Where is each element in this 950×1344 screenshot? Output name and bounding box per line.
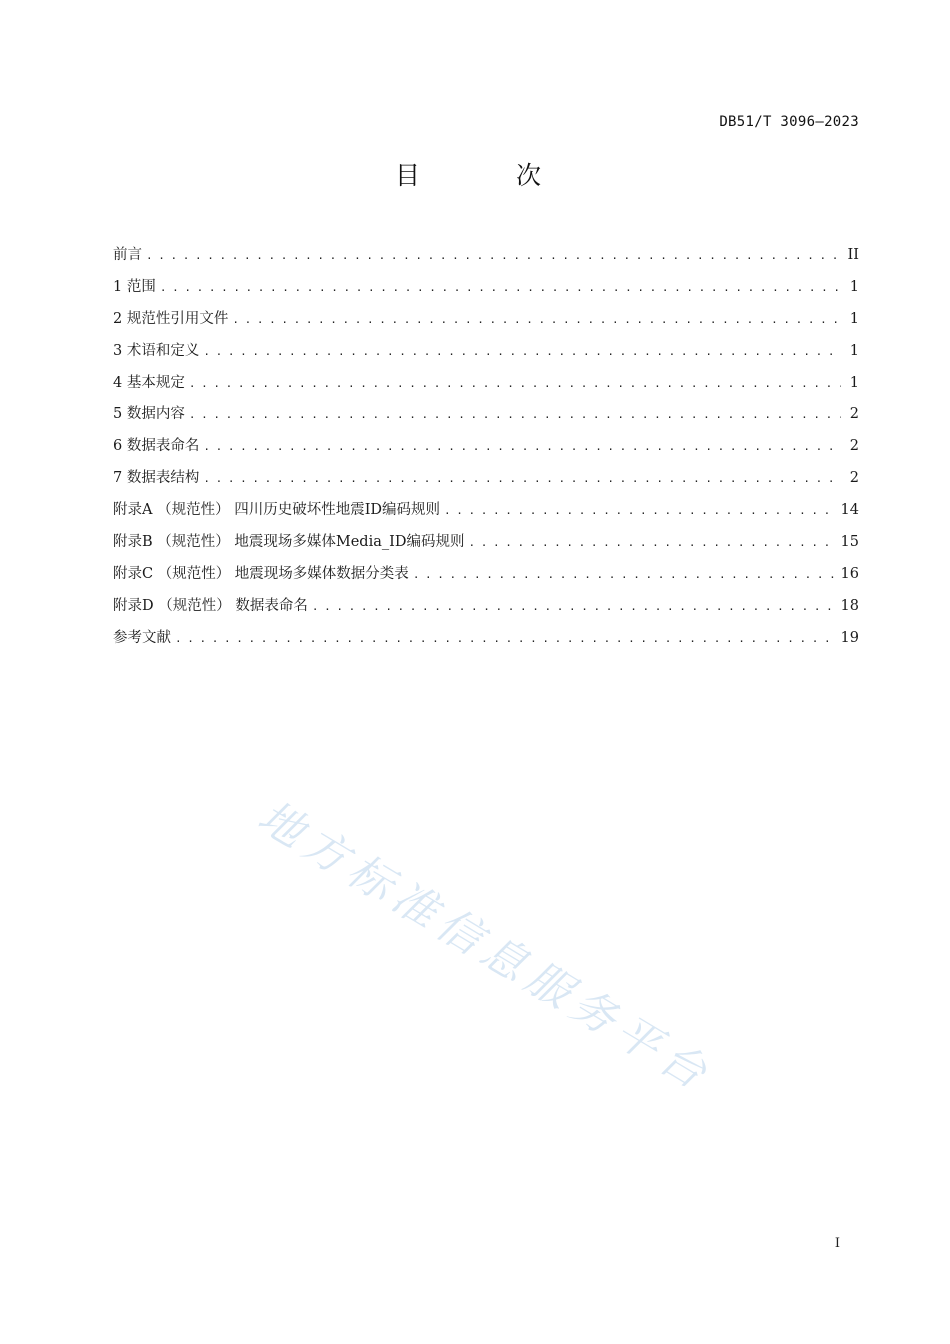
toc-entry-page: 14 [840,502,859,519]
toc-entry-appendix-a[interactable] [113,495,859,527]
toc-leader-dots [203,336,841,368]
toc-leader-dots [146,240,841,272]
toc-leader-dots [189,399,841,431]
toc-entry-page: 1 [849,278,859,295]
toc-entry-foreword[interactable] [113,240,859,272]
toc-entry-label: 3 术语和定义 [113,342,200,359]
toc-leader-dots [444,495,835,527]
toc-leader-dots [312,591,835,623]
toc-entry-label: 参考文献 [113,629,171,646]
toc-entry-data-content[interactable] [113,399,859,431]
toc-leader-dots [160,272,841,304]
toc-entry-label: 附录D （规范性） 数据表命名 [113,597,308,614]
toc-leader-dots [232,304,841,336]
toc-entry-page: 19 [840,629,859,646]
toc-entry-label: 前言 [113,247,142,263]
toc-leader-dots [189,368,841,400]
toc-leader-dots [203,431,841,463]
toc-leader-dots [175,623,835,655]
toc-entry-page: 2 [849,406,859,423]
toc-entry-appendix-c[interactable] [113,559,859,591]
toc-entry-label: 2 规范性引用文件 [113,310,229,327]
toc-entry-bibliography[interactable] [113,623,859,655]
toc-entry-label: 附录C （规范性） 地震现场多媒体数据分类表 [113,565,409,582]
watermark: 地方标准信息服务平台 [249,791,722,1103]
toc-entry-page: 2 [849,470,859,487]
toc-leader-dots [468,527,834,559]
page-title: 目 次 [395,161,585,190]
toc-entry-terms[interactable] [113,336,859,368]
toc-entry-table-naming[interactable] [113,431,859,463]
toc-entry-table-structure[interactable] [113,463,859,495]
toc-entry-label: 4 基本规定 [113,374,185,391]
toc-entry-label: 附录B （规范性） 地震现场多媒体Media_ID编码规则 [113,534,465,551]
toc-entry-page: 1 [849,374,859,391]
table-of-contents [113,240,859,655]
toc-entry-page: II [847,247,859,263]
toc-entry-page: 16 [840,565,859,582]
toc-entry-basic-rules[interactable] [113,368,859,400]
toc-entry-label: 1 范围 [113,278,156,295]
toc-entry-appendix-d[interactable] [113,591,859,623]
toc-entry-label: 6 数据表命名 [113,438,200,455]
toc-leader-dots [413,559,835,591]
toc-entry-page: 2 [849,438,859,455]
toc-entry-label: 5 数据内容 [113,406,185,423]
toc-entry-label: 附录A （规范性） 四川历史破坏性地震ID编码规则 [113,502,441,519]
toc-entry-page: 18 [840,597,859,614]
toc-entry-page: 1 [849,310,859,327]
toc-leader-dots [203,463,841,495]
toc-entry-appendix-b[interactable] [113,527,859,559]
toc-entry-page: 15 [840,534,859,551]
toc-entry-normative-references[interactable] [113,304,859,336]
toc-entry-page: 1 [849,342,859,359]
document-code: DB51/T 3096—2023 [719,114,859,130]
toc-entry-label: 7 数据表结构 [113,470,200,487]
toc-entry-scope[interactable] [113,272,859,304]
page-number: I [834,1236,840,1251]
